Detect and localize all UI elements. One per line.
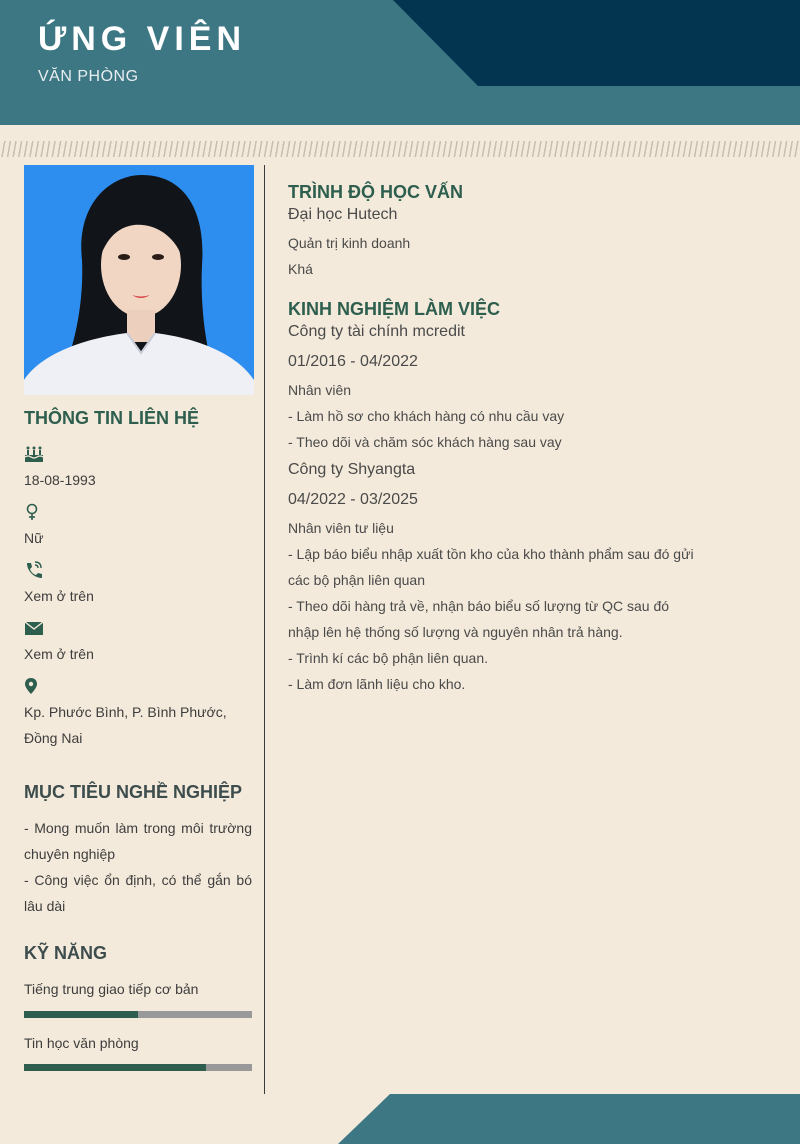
education-grade: Khá — [288, 261, 313, 277]
candidate-name: ỨNG VIÊN — [38, 20, 247, 58]
footer-shape — [0, 1094, 800, 1144]
job-period: 01/2016 - 04/2022 — [288, 353, 418, 370]
column-divider — [264, 165, 265, 1094]
job-duties: - Lập báo biểu nhập xuất tồn kho của kho thành phẩm sau đó gửi các bộ phận liên quan - Theo dõi hàng trả về, nhận báo biểu số lượng từ QC sau đó nhập lên hệ thống số lượng và nguyên nhân trả hàng. - Trình kí các bộ phận liên quan. - Làm đơn lãnh liệu cho kho. — [288, 546, 694, 692]
job-company: Công ty tài chính mcredit — [288, 323, 465, 340]
email-value: Xem ở trên — [24, 646, 94, 662]
contact-heading: THÔNG TIN LIÊN HỆ — [24, 408, 199, 428]
skill-level-bar — [24, 1011, 252, 1018]
skill-level-fill — [24, 1064, 206, 1071]
address-line-1: Kp. Phước Bình, P. Bình Phước, — [24, 704, 227, 720]
phone-value: Xem ở trên — [24, 588, 94, 604]
candidate-title: VĂN PHÒNG — [38, 68, 139, 85]
header-banner — [0, 0, 800, 125]
decorative-stripes — [0, 141, 800, 157]
address-line-2: Đồng Nai — [24, 730, 83, 746]
education-heading: TRÌNH ĐỘ HỌC VẤN — [288, 182, 463, 202]
experience-heading: KINH NGHIỆM LÀM VIỆC — [288, 299, 501, 319]
birthday-value: 18-08-1993 — [24, 472, 96, 488]
skill-level-bar — [24, 1064, 252, 1071]
skills-heading: KỸ NĂNG — [24, 943, 108, 963]
skill-name: Tin học văn phòng — [24, 1035, 139, 1051]
map-pin-icon — [24, 677, 44, 695]
female-icon — [24, 503, 44, 521]
gender-value: Nữ — [24, 530, 44, 546]
job-position: Nhân viên — [288, 382, 352, 398]
job-company: Công ty Shyangta — [288, 461, 416, 478]
skill-level-fill — [24, 1011, 138, 1018]
job-period: 04/2022 - 03/2025 — [288, 491, 418, 508]
education-major: Quản trị kinh doanh — [288, 235, 411, 251]
profile-photo — [24, 165, 254, 395]
envelope-icon — [24, 619, 44, 637]
objective-heading: MỤC TIÊU NGHỀ NGHIỆP — [24, 782, 243, 802]
phone-icon — [24, 561, 44, 579]
job-position: Nhân viên tư liệu — [288, 520, 394, 536]
job-duties: - Làm hồ sơ cho khách hàng có nhu cầu vay - Theo dõi và chăm sóc khách hàng sau vay — [288, 408, 565, 450]
objective-text: - Mong muốn làm trong môi trường chuyên nghiệp - Công việc ổn định, có thể gắn bó lâu dài — [24, 820, 252, 914]
school-name: Đại học Hutech — [288, 206, 398, 223]
skill-name: Tiếng trung giao tiếp cơ bản — [24, 981, 199, 997]
birthday-cake-icon — [24, 445, 44, 463]
